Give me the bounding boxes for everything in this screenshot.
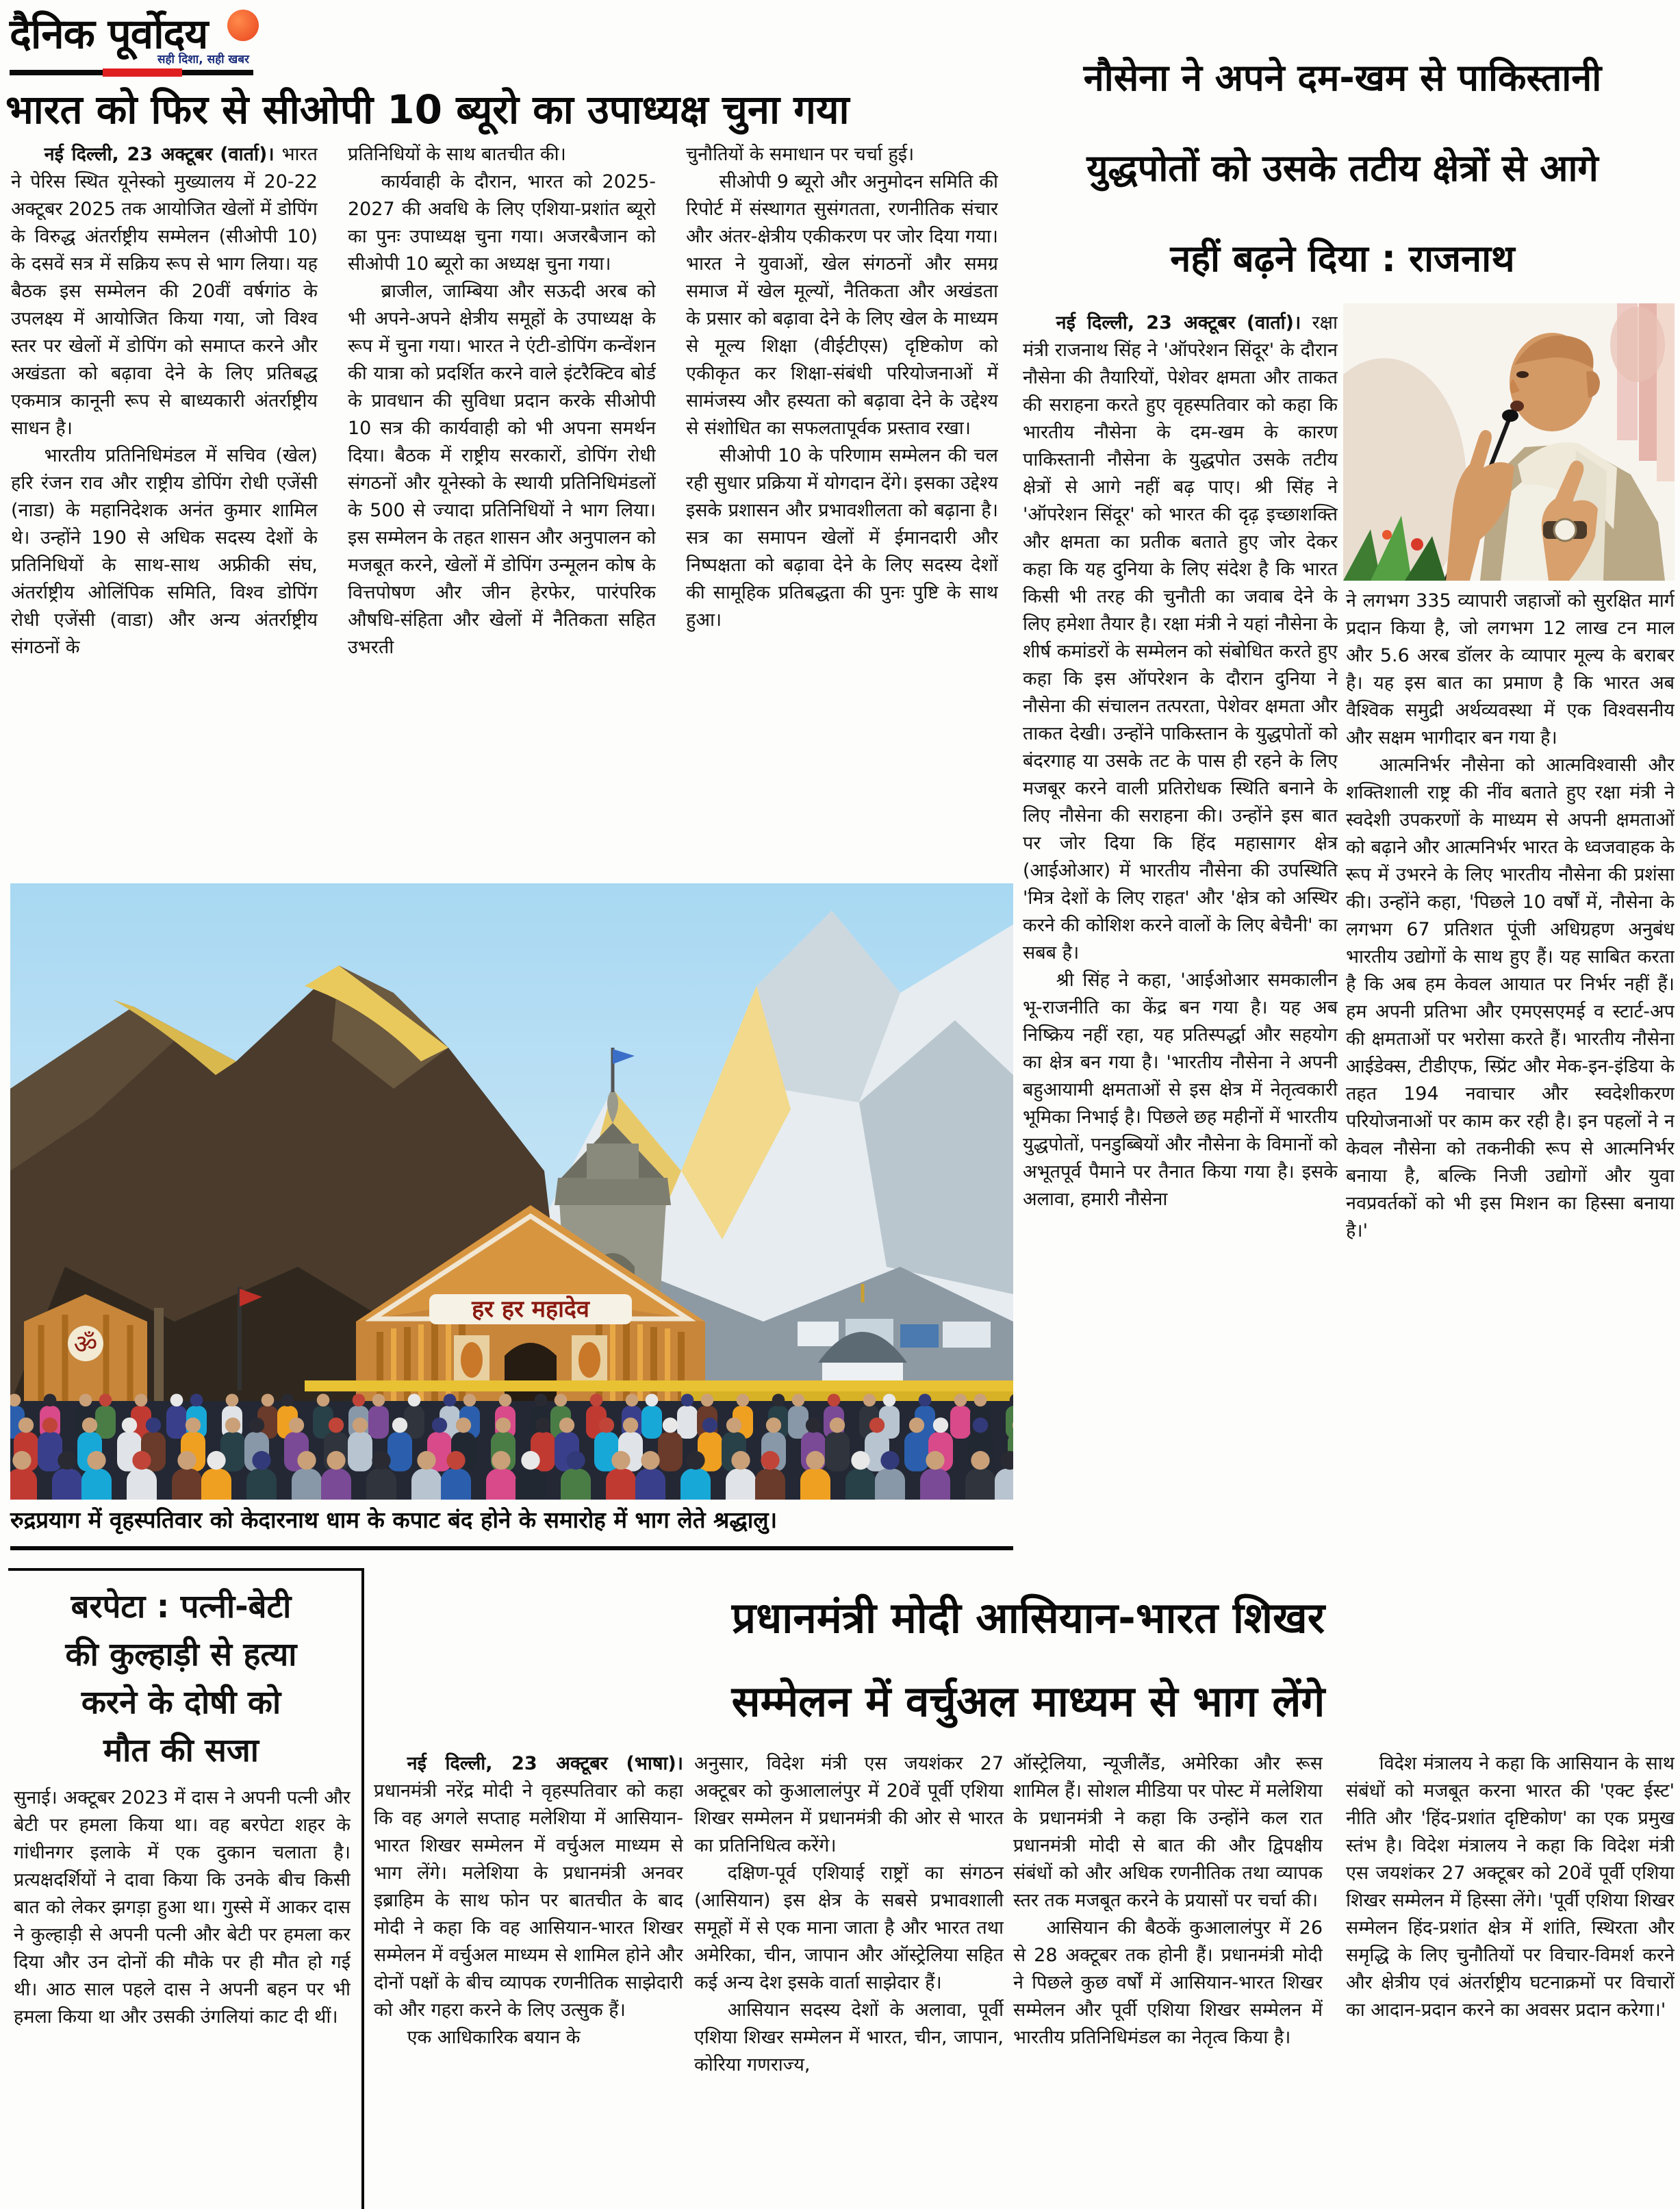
modi-article-column-3: ऑस्ट्रेलिया, न्यूजीलैंड, अमेरिका और रूस शामिल हैं। सोशल मीडिया पर पोस्ट में मलेशिया के प्रधानमंत्री ने कहा कि उन्होंने कल रात प्रधानमंत्री मोदी से बात की और द्विपक्षीय संबंधों को और अधिक रणनीतिक तथा व्यापक स्तर तक मजबूत करने के प्रयासों पर चर्चा की। आसियान की बैठकें कुआलालंपुर में 26 से 28 अक्टूबर तक होनी हैं। प्रधानमंत्री मोदी ने पिछले कुछ वर्षों में आसियान-भारत शिखर सम्मेलन और पूर्वी एशिया शिखर सम्मेलन में भारतीय प्रतिनिधिमंडल का नेतृत्व किया है। [1013,1753,1323,2048]
navy-article-headline: नौसेना ने अपने दम-खम से पाकिस्तानी युद्धपोतों को उसके तटीय क्षेत्रों से आगे नहीं बढ़ने दिया : राजनाथ [1083,56,1602,280]
cyan-swatch [342,2204,361,2209]
magenta-swatch [1507,2197,1565,2206]
caption-rule [10,1546,1013,1550]
modi-article-column-4: विदेश मंत्रालय ने कहा कि आसियान के साथ संबंधों को मजबूत करना भारत की 'एक्ट ईस्ट' नीति और 'हिंद-प्रशांत दृष्टिकोण' का एक प्रमुख स्तंभ है। विदेश मंत्रालय ने कहा कि विदेश मंत्री एस जयशंकर 27 अक्टूबर को 20वें पूर्वी एशिया शिखर सम्मेलन में हिस्सा लेंगे। 'पूर्वी एशिया शिखर सम्मेलन हिंद-प्रशांत क्षेत्र में शांति, स्थिरता और समृद्धि के लिए चुनौतियों पर विचार-विमर्श करने और क्षेत्रीय एवं अंतर्राष्ट्रीय घटनाक्रमों पर विचारों का आदान-प्रदान करने का अवसर प्रदान करेगा।' [1346,1753,1675,2021]
agency: (वार्ता)। [1246,312,1301,333]
masthead-tagline: सही दिशा, सही खबर [157,53,249,66]
agency: (भाषा)। [626,1753,683,1774]
temple-banner-text: हर हर महादेव [472,1296,589,1323]
navy-article-column-2: ने लगभग 335 व्यापारी जहाजों को सुरक्षित मार्ग प्रदान किया है, जो लगभग 12 लाख टन माल और 5.6 अरब डॉलर के व्यापार मूल्य के बराबर है। यह इस बात का प्रमाण है कि भारत अब वैश्विक समुद्री अर्थव्यवस्था में एक विश्वसनीय और सक्षम भागीदार बन गया है। आत्मनिर्भर नौसेना को आत्मविश्वासी और शक्तिशाली राष्ट्र की नींव बताते हुए रक्षा मंत्री ने स्वदेशी उपकरणों के माध्यम से अपनी क्षमताओं को बढ़ाने और आत्मनिर्भर भारत के ध्वजवाहक के रूप में उभरने के लिए भारतीय नौसेना की प्रशंसा की। उन्होंने कहा, 'पिछले 10 वर्षों में, नौसेना के लगभग 67 प्रतिशत पूंजी अधिग्रहण अनुबंध भारतीय उद्योगों के साथ हुए हैं। यह साबित करता है कि अब हम केवल आयात पर निर्भर नहीं हैं। हम अपनी प्रतिभा और एमएसएमई व स्टार्ट-अप की क्षमताओं पर भरोसा करते हैं। भारतीय नौसेना आईडेक्स, टीडीएफ, स्प्रिंट और मेक-इन-इंडिया के तहत 194 नवाचार और स्वदेशीकरण परियोजनाओं पर काम कर रही है। इन पहलों ने न केवल नौसेना को तकनीकी रूप से आत्मनिर्भर बनाया है, बल्कि निजी उद्योगों और युवा नवप्रवर्तकों को भी इस मिशन का हिस्सा बनाया है।' [1346,590,1675,1241]
cop-lead-paragraph: नई दिल्ली, 23 अक्टूबर (वार्ता)। भारत ने पेरिस स्थित यूनेस्को मुख्यालय में 20-22 अक्टूबर 2025 तक आयोजित खेलों में डोपिंग के विरुद्ध अंतर्राष्ट्रीय सम्मेलन (सीओपी 10) के दसवें सत्र में सक्रिय रूप से भाग लिया। यह बैठक इस सम्मेलन की 20वीं वर्षगांठ के उपलक्ष्य में आयोजित किया गया, जो विश्व स्तर पर खेलों में डोपिंग को समाप्त करने और अखंडता को बढ़ावा देने के लिए प्रतिबद्ध एकमात्र कानूनी रूप से बाध्यकारी अंतर्राष्ट्रीय साधन है। [11,144,318,439]
dateline: नई दिल्ली, 23 अक्टूबर [1056,312,1236,333]
modi-article-column-2: अनुसार, विदेश मंत्री एस जयशंकर 27 अक्टूबर को कुआलालंपुर में 20वें पूर्वी एशिया शिखर सम्मेलन में प्रधानमंत्री की ओर से भारत का प्रतिनिधित्व करेंगे। दक्षिण-पूर्व एशियाई राष्ट्रों का संगठन (आसियान) इस क्षेत्र के सबसे प्रभावशाली समूहों में से एक माना जाता है और भारत तथा अमेरिका, चीन, जापान और ऑस्ट्रेलिया सहित कई अन्य देश इसके वार्ता साझेदार हैं। आसियान सदस्य देशों के अलावा, पूर्वी एशिया शिखर सम्मेलन में भारत, चीन, जापान, कोरिया गणराज्य, [694,1753,1004,2075]
kedarnath-temple-photo [10,883,1013,1500]
cop-article-column-3: चुनौतियों के समाधान पर चर्चा हुई। सीओपी 9 ब्यूरो और अनुमोदन समिति की रिपोर्ट में संस्थागत सुसंगतता, रणनीतिक संचार और अंतर-क्षेत्रीय एकीकरण पर जोर दिया गया। भारत ने युवाओं, खेल संगठनों और समग्र समाज में खेल मूल्यों, नैतिकता और अखंडता के प्रसार को बढ़ावा देने के लिए खेल के माध्यम से मूल्य शिक्षा (वीईटीएस) दृष्टिकोण को एकीकृत कर शिक्षा-संबंधी परियोजनाओं में सामंजस्य और हस्यता को बढ़ावा देने के उद्देश्य से संशोधित का सफलतापूर्वक प्रस्ताव रखा। सीओपी 10 के परिणाम सम्मेलन की चल रही सुधार प्रक्रिया में योगदान देंगे। इसका उद्देश्य इसके प्रशासन और प्रभावशीलता को बढ़ाना है। सत्र का समापन खेलों में ईमानदारी और निष्पक्षता को बढ़ावा देने के लिए सदस्य देशों की सामूहिक प्रतिबद्धता की पुनः पुष्टि के साथ हुआ। [686,144,998,631]
dateline: नई दिल्ली, 23 अक्टूबर [407,1753,608,1774]
magenta-swatch [361,2204,379,2209]
black-swatch [1622,2197,1680,2206]
rajnath-singh-photo [1343,303,1675,581]
agency: (वार्ता)। [220,144,275,165]
dateline: नई दिल्ली, 23 अक्टूबर [44,144,213,165]
navy-lead-paragraph: नई दिल्ली, 23 अक्टूबर (वार्ता)। रक्षा मंत्री राजनाथ सिंह ने 'ऑपरेशन सिंदूर' के दौरान नौसेना की तैयारियों, पेशेवर क्षमता और ताकत की सराहना करते हुए वृहस्पतिवार को कहा कि भारतीय नौसेना के दम-खम के कारण पाकिस्तानी नौसेना के युद्धपोत उसके तटीय क्षेत्रों से आगे नहीं बढ़ पाए। श्री सिंह ने 'ऑपरेशन सिंदूर' को भारत की दृढ़ इच्छाशक्ति और क्षमता का प्रतीक बताते हुए जोर देकर कहा कि यह दुनिया के लिए संदेश है कि भारत किसी भी तरह की चुनौती का जवाब देने के लिए हमेशा तैयार है। रक्षा मंत्री ने यहां नौसेना के शीर्ष कमांडरों के सम्मेलन को संबोधित करते हुए कहा कि इस ऑपरेशन के दौरान दुनिया ने नौसेना की संचालन तत्परता, पेशेवर क्षमता और ताकत देखी। उन्होंने पाकिस्तान के युद्धपोतों को बंदरगाह या उसके तट के पास ही रहने के लिए मजबूर करने वाली प्रतिरोधक स्थिति बनाने के लिए नौसेना की सराहना की। उन्होंने इस बात पर जोर दिया कि हिंद महासागर क्षेत्र (आईओआर) में भारतीय नौसेना की उपस्थिति 'मित्र देशों के लिए राहत' और 'क्षेत्र को अस्थिर करने की कोशिश करने वालों के लिए बेचैनी' का सबब है। [1023,312,1338,963]
cyan-swatch [1450,2197,1507,2206]
cmyk-print-bar [1450,2197,1680,2206]
masthead-red-mark [103,68,182,77]
photo-caption: रुद्रप्रयाग में वृहस्पतिवार को केदारनाथ धाम के कपाट बंद होने के समारोह में भाग लेते श्रद्धालु। [10,1506,778,1533]
cop-article-column-1: नई दिल्ली, 23 अक्टूबर (वार्ता)। भारत ने पेरिस स्थित यूनेस्को मुख्यालय में 20-22 अक्टूबर 2025 तक आयोजित खेलों में डोपिंग के विरुद्ध अंतर्राष्ट्रीय सम्मेलन (सीओपी 10) के दसवें सत्र में सक्रिय रूप से भाग लिया। यह बैठक इस सम्मेलन की 20वीं वर्षगांठ के उपलक्ष्य में आयोजित किया गया, जो विश्व स्तर पर खेलों में डोपिंग को समाप्त करने और अखंडता को बढ़ावा देने के लिए प्रतिबद्ध एकमात्र कानूनी रूप से बाध्यकारी अंतर्राष्ट्रीय साधन है। भारतीय प्रतिनिधिमंडल में सचिव (खेल) हरि रंजन राव और राष्ट्रीय डोपिंग रोधी एजेंसी (नाडा) के महानिदेशक अनंत कुमार शामिल थे। उन्होंने 190 से अधिक सदस्य देशों के प्रतिनिधियों के साथ-साथ अफ्रीकी संघ, अंतर्राष्ट्रीय ओलिंपिक समिति, विश्व डोपिंग रोधी एजेंसी (वाडा) और अन्य अंतर्राष्ट्रीय संगठनों के [11,141,318,879]
masthead [10,4,270,79]
modi-article-column-1: नई दिल्ली, 23 अक्टूबर (भाषा)। प्रधानमंत्री नरेंद्र मोदी ने वृहस्पतिवार को कहा कि वह अगले सप्ताह मलेशिया में आसियान-भारत शिखर सम्मेलन में वर्चुअल माध्यम से भाग लेंगे। मलेशिया के प्रधानमंत्री अनवर इब्राहिम के साथ फोन पर बातचीत के बाद मोदी ने कहा कि वह आसियान-भारत शिखर सम्मेलन में वर्चुअल माध्यम से शामिल होने और दोनों पक्षों के बीच व्यापक रणनीतिक साझेदारी को और गहरा करने के लिए उत्सुक हैं। एक आधिकारिक बयान के [374,1750,683,2208]
cop-article-column-2: प्रतिनिधियों के साथ बातचीत की। कार्यवाही के दौरान, भारत को 2025-2027 की अवधि के लिए एशिया-प्रशांत ब्यूरो का पुनः उपाध्यक्ष चुना गया। अजरबैजान को सीओपी 10 ब्यूरो का अध्यक्ष चुना गया। ब्राजील, जाम्बिया और सऊदी अरब को भी अपने-अपने क्षेत्रीय समूहों के उपाध्यक्ष के रूप में चुना गया। भारत ने एंटी-डोपिंग कन्वेंशन की यात्रा को प्रदर्शित करने वाले इंटरैक्टिव बोर्ड के प्रावधान की सुविधा प्रदान करके सीओपी 10 सत्र की कार्यवाही को भी अपना समर्थन दिया। बैठक में राष्ट्रीय सरकारों, डोपिंग रोधी संगठनों और यूनेस्को के स्थायी प्रतिनिधिमंडलों के 500 से ज्यादा प्रतिनिधियों ने भाग लिया। इस सम्मेलन के तहत शासन और अनुपालन को मजबूत करने, खेलों में डोपिंग उन्मूलन कोष के वित्तपोषण और जीन हेरफेर, पारंपरिक औषधि-संहिता और खेलों में नैतिकता सहित उभरती [348,144,656,658]
navy-article-column-1: नई दिल्ली, 23 अक्टूबर (वार्ता)। रक्षा मंत्री राजनाथ सिंह ने 'ऑपरेशन सिंदूर' के दौरान नौसेना की तैयारियों, पेशेवर क्षमता और ताकत की सराहना करते हुए वृहस्पतिवार को कहा कि भारतीय नौसेना के दम-खम के कारण पाकिस्तानी नौसेना के युद्धपोत उसके तटीय क्षेत्रों से आगे नहीं बढ़ पाए। श्री सिंह ने 'ऑपरेशन सिंदूर' को भारत की दृढ़ इच्छाशक्ति और क्षमता का प्रतीक बताते हुए जोर देकर कहा कि यह दुनिया के लिए संदेश है कि भारत किसी भी तरह की चुनौती का जवाब देने के लिए हमेशा तैयार है। रक्षा मंत्री ने यहां नौसेना के शीर्ष कमांडरों के सम्मेलन को संबोधित करते हुए कहा कि इस ऑपरेशन के दौरान दुनिया ने नौसेना की संचालन तत्परता, पेशेवर क्षमता और ताकत देखी। उन्होंने पाकिस्तान के युद्धपोतों को बंदरगाह या उसके तट के पास ही रहने के लिए मजबूर करने वाली प्रतिरोधक स्थिति बनाने के लिए नौसेना की सराहना की। उन्होंने इस बात पर जोर दिया कि हिंद महासागर क्षेत्र (आईओआर) में भारतीय नौसेना की उपस्थिति 'मित्र देशों के लिए राहत' और 'क्षेत्र को अस्थिर करने की कोशिश करने वालों के लिए बेचैनी' का सबब है। श्री सिंह ने कहा, 'आईओआर समकालीन भू-राजनीति का केंद्र बन गया है। यह अब निष्क्रिय नहीं रहा, यह प्रतिस्पर्द्धा और सहयोग का क्षेत्र बन गया है। 'भारतीय नौसेना ने अपनी बहुआयामी क्षमताओं से इस क्षेत्र में नेतृत्वकारी भूमिका निभाई है। पिछले छह महीनों में भारतीय युद्धपोतों, पनडुब्बियों और नौसेना के विमानों को अभूतपूर्व पैमाने पर तैनात किया गया है। इसके अलावा, हमारी नौसेना [1023,310,1338,1556]
cop-article-headline: भारत को फिर से सीओपी 10 ब्यूरो का उपाध्यक्ष चुना गया [5,86,850,133]
cmyk-mini-mark [342,2204,379,2209]
masthead-sun-icon [227,10,259,41]
modi-lead-paragraph: नई दिल्ली, 23 अक्टूबर (भाषा)। प्रधानमंत्री नरेंद्र मोदी ने वृहस्पतिवार को कहा कि वह अगले सप्ताह मलेशिया में आसियान-भारत शिखर सम्मेलन में वर्चुअल माध्यम से भाग लेंगे। मलेशिया के प्रधानमंत्री अनवर इब्राहिम के साथ फोन पर बातचीत के बाद मोदी ने कहा कि वह आसियान-भारत शिखर सम्मेलन में वर्चुअल माध्यम से शामिल होने और दोनों पक्षों के बीच व्यापक रणनीतिक साझेदारी को और गहरा करने के लिए उत्सुक हैं। [374,1753,683,2021]
barpeta-body: सुनाई। अक्टूबर 2023 में दास ने अपनी पत्नी और बेटी पर हमला किया था। वह बरपेटा शहर के गांधीनगर इलाके में एक दुकान चलाता है। प्रत्यक्षदर्शियों ने दावा किया कि उनके बीच किसी बात को लेकर झगड़ा हुआ था। गुस्से में आकर दास ने कुल्हाड़ी से अपनी पत्नी और बेटी पर हमला कर दिया और उन दोनों की मौके पर ही मौत हो गई थी। आठ साल पहले दास ने अपनी बहन पर भी हमला किया था और उसकी उंगलियां काट दी थीं। [14,1787,351,2028]
newspaper-title: दैनिक पूर्वोदय [10,10,208,58]
barpeta-headline: बरपेटा : पत्नी-बेटी की कुल्हाड़ी से हत्या करने के दोषी को मौत की सजा [65,1588,297,1769]
svg-text:ॐ: ॐ [73,1329,98,1359]
barpeta-article [8,1568,364,2209]
yellow-swatch [1565,2197,1622,2206]
modi-article-headline: प्रधानमंत्री मोदी आसियान-भारत शिखर सम्मेलन में वर्चुअल माध्यम से भाग लेंगे [731,1593,1325,1726]
